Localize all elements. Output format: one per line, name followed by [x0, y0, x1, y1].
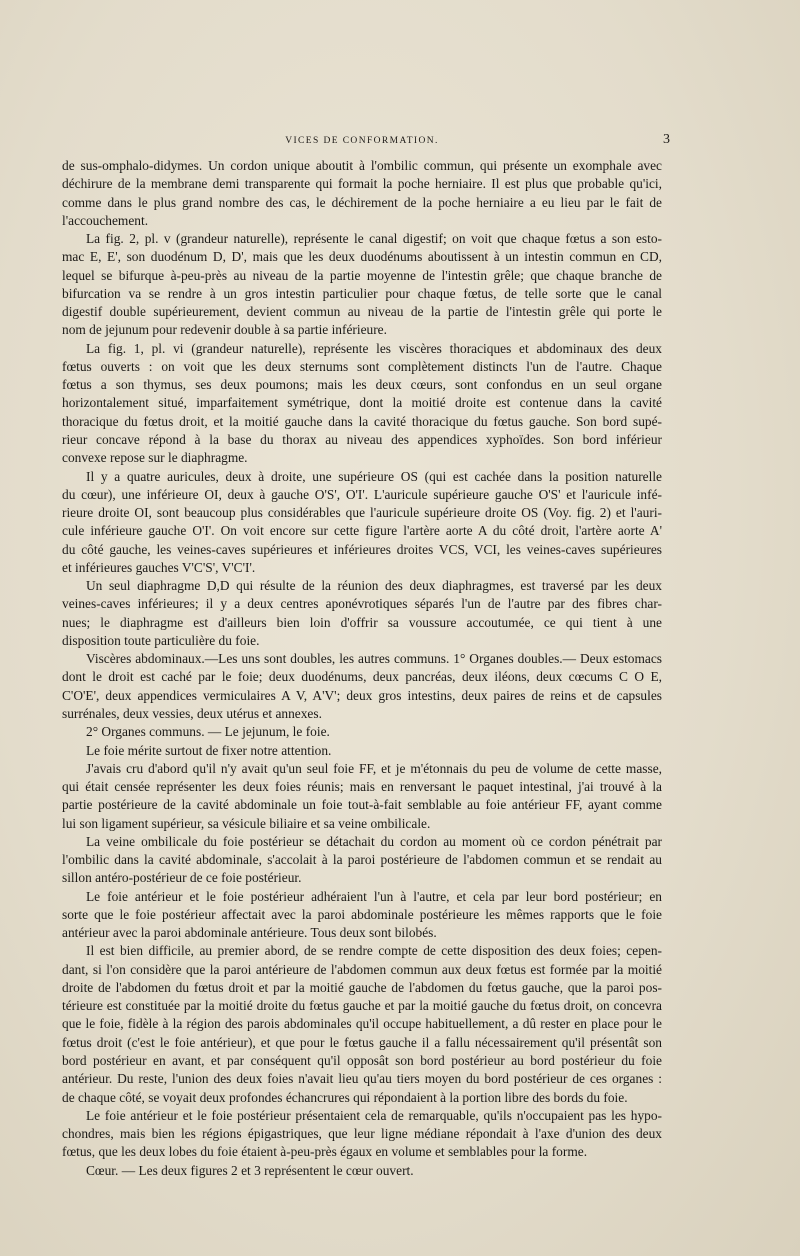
text-line: fœtus ouverts : on voit que les deux sternums sont complètement distincts l'un de l'autre. Chaque	[62, 358, 662, 374]
text-line: antérieur avec la paroi abdominale antérieure. Tous deux sont bilobés.	[62, 925, 437, 941]
page-number: 3	[663, 132, 670, 147]
text-line: dont le droit est caché par le foie; deux duodénums, deux pancréas, deux iléons, deux cœcums C O E,	[62, 669, 662, 685]
text-line: déchirure de la membrane demi transparente qui formait la poche herniaire. Il est plus que probable qu'ici,	[62, 176, 662, 192]
text-line: sillon antéro-postérieur de ce foie postérieur.	[62, 870, 302, 886]
text-line: droite de l'abdomen du fœtus droit et par la moitié gauche de l'abdomen du fœtus gauche, que la paroi pos-	[62, 979, 662, 995]
text-line: de chaque côté, se voyait deux profondes échancrures qui répondaient à la portion libre des bords du foie.	[62, 1089, 628, 1105]
text-line: que le foie, fidèle à la région des parois abdominales qu'il occupe habituellement, a dû rester en place pour le	[62, 1016, 662, 1032]
text-line: du cœur), une inférieure OI, deux à gauche O'S', O'I'. L'auricule supérieure gauche O'S' et l'auricule infé-	[62, 486, 662, 502]
text-line: térieure est constituée par la moitié droite du fœtus gauche et par la moitié gauche du fœtus droit, on concevra	[62, 998, 662, 1014]
text-line: J'avais cru d'abord qu'il n'y avait qu'un seul foie FF, et je m'étonnais du peu de volume de cette masse,	[86, 760, 662, 776]
text-line: Le foie antérieur et le foie postérieur présentaient cela de remarquable, qu'ils n'occupaient pas les hypo-	[86, 1107, 662, 1123]
text-line: surrénales, deux vessies, deux utérus et annexes.	[62, 705, 322, 721]
text-line: La fig. 2, pl. v (grandeur naturelle), représente le canal digestif; on voit que chaque fœtus a son esto-	[86, 231, 662, 247]
text-line: sorte que le foie postérieur affectait avec la paroi abdominale postérieure les mêmes rapports que le foie	[62, 906, 662, 922]
text-line: Il est bien difficile, au premier abord, de se rendre compte de cette disposition des deux foies; cepen-	[86, 943, 662, 959]
text-line: Un seul diaphragme D,D qui résulte de la réunion des deux diaphragmes, est traversé par les deux	[86, 578, 662, 594]
running-head-title: VICES DE CONFORMATION.	[285, 136, 439, 146]
text-line: horizontalement situé, imparfaitement symétrique, dont la moitié droite est contenue dans la cavité	[62, 395, 662, 411]
text-line: Viscères abdominaux.—Les uns sont doubles, les autres communs. 1° Organes doubles.— Deux estomacs	[86, 651, 662, 667]
text-line: comme dans le plus grand nombre des cas, le déchirement de la poche herniaire a eu lieu par le fait de	[62, 194, 662, 210]
text-line: thoracique du fœtus droit, et la moitié gauche dans la cavité thoracique du fœtus gauche. Son bord supé-	[62, 413, 662, 429]
text-line: antérieur. Du reste, l'union des deux foies n'avait lieu qu'au tiers moyen du bord postérieur de ces organes :	[62, 1071, 662, 1087]
text-line: Le foie mérite surtout de fixer notre attention.	[86, 742, 332, 758]
text-line: chondres, mais bien les régions épigastriques, que leur ligne médiane répondait à l'axe d'union des deux	[62, 1126, 662, 1142]
text-line: dant, si l'on considère que la paroi antérieure de l'abdomen commun aux deux fœtus est formée par la moitié	[62, 961, 662, 977]
text-line: La fig. 1, pl. vi (grandeur naturelle), représente les viscères thoraciques et abdominaux des deux	[86, 340, 662, 356]
text-line: mac E, E', son duodénum D, D', mais que les deux duodénums aboutissent à un intestin commun en CD,	[62, 249, 662, 265]
text-line: veines-caves inférieures; il y a deux centres aponévrotiques séparés l'un de l'autre par des fibres char-	[62, 596, 662, 612]
text-line: nom de jejunum pour redevenir double à sa partie inférieure.	[62, 322, 387, 338]
text-line: Cœur. — Les deux figures 2 et 3 représentent le cœur ouvert.	[86, 1162, 414, 1178]
text-line: du côté gauche, les veines-caves supérieures et inférieures droites VCS, VCI, les veines-caves supérieures	[62, 541, 662, 557]
text-line: digestif double supérieurement, devient commun au niveau de la partie de l'intestin grêle qui porte le	[62, 304, 662, 320]
text-line: bifurcation va se rendre à un gros intestin particulier pour chaque fœtus, de telle sorte que le canal	[62, 285, 662, 301]
text-line: C'O'E', deux appendices vermiculaires A V, A'V'; deux gros intestins, deux paires de reins et de capsules	[62, 687, 662, 703]
text-line: fœtus a son thymus, ses deux poumons; mais les deux cœurs, sont confondus en un seul organe	[62, 377, 662, 393]
text-line: qui était censée représenter les deux foies réunis; mais en renversant le paquet intestinal, j'ai trouvé à la	[62, 779, 662, 795]
running-head	[62, 132, 670, 150]
text-line: 2° Organes communs. — Le jejunum, le foie.	[86, 724, 330, 740]
text-line: Le foie antérieur et le foie postérieur adhéraient l'un à l'autre, et cela par leur bord postérieur; en	[86, 888, 662, 904]
text-line: disposition toute particulière du foie.	[62, 632, 260, 648]
text-line: fœtus, que les deux lobes du foie étaient à-peu-près égaux en volume et semblables pour la forme.	[62, 1144, 588, 1160]
body-text	[62, 157, 662, 1180]
text-line: fœtus droit (c'est le foie antérieur), et que pour le fœtus gauche il a fallu nécessairement qu'il présentât son	[62, 1034, 662, 1050]
text-line: de sus-omphalo-didymes. Un cordon unique aboutit à l'ombilic commun, qui présente un exomphale avec	[62, 158, 662, 173]
text-line: bord postérieur en avant, et par conséquent qu'il opposât son bord postérieur au bord postérieur du foie	[62, 1053, 662, 1069]
text-line: lequel se bifurque à-peu-près au niveau de la partie moyenne de l'intestin grêle; que chaque branche de	[62, 267, 662, 283]
text-line: lui son ligament supérieur, sa vésicule biliaire et sa veine ombilicale.	[62, 815, 431, 831]
text-line: partie postérieure de la cavité abdominale un foie tout-à-fait semblable au foie antérieur FF, ayant comme	[62, 797, 662, 813]
text-line: cule inférieure gauche O'I'. On voit encore sur cette figure l'artère aorte A du côté droit, l'artère aorte A'	[62, 523, 662, 539]
text-line: nues; le diaphragme est d'ailleurs bien loin d'offrir sa voussure accoutumée, ce qui tient à une	[62, 614, 662, 630]
text-line: rieure droite OI, sont beaucoup plus considérables que l'auricule supérieure droite OS (Voy. fig. 2) et l'auri-	[62, 505, 662, 521]
text-line: et inférieures gauches V'C'S', V'C'I'.	[62, 559, 256, 575]
text-line: Il y a quatre auricules, deux à droite, une supérieure OS (qui est cachée dans la position naturelle	[86, 468, 662, 484]
text-line: rieur concave répond à la base du thorax au niveau des appendices xyphoïdes. Son bord inférieur	[62, 431, 662, 447]
text-line: l'ombilic dans la cavité abdominale, s'accolait à la paroi postérieure de l'abdomen commun et se rendait au	[62, 852, 662, 868]
text-line: La veine ombilicale du foie postérieur se détachait du cordon au moment où ce cordon pénétrait par	[86, 833, 662, 849]
text-line: l'accouchement.	[62, 212, 149, 228]
text-line: convexe repose sur le diaphragme.	[62, 450, 248, 466]
